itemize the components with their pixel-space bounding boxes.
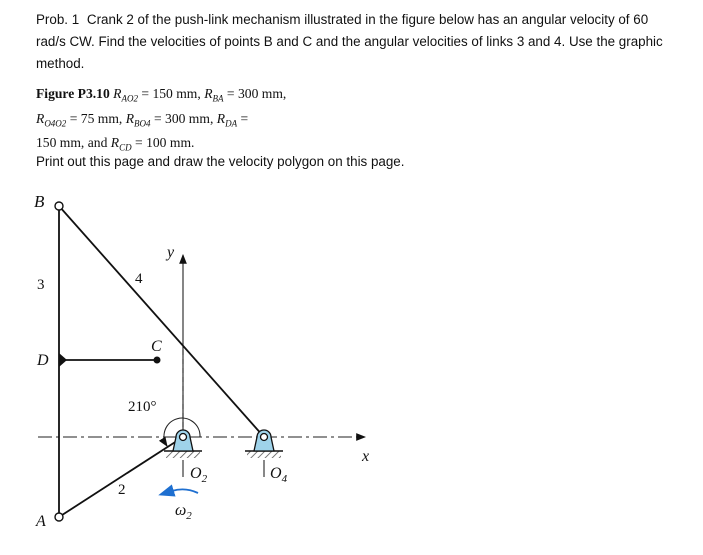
r-ba-value: = 300 mm, — [226, 86, 287, 101]
r-ao2-value: = 150 mm, — [141, 86, 201, 101]
label-o4: $O_4$ — [270, 465, 288, 485]
label-link-2: 2 — [118, 482, 126, 498]
label-link-4: 4 — [135, 271, 143, 287]
label-b: B — [34, 192, 45, 211]
label-y: y — [167, 244, 175, 261]
instruction-text: Print out this page and draw the velocity polygon on this page. — [36, 154, 405, 169]
label-c: C — [151, 338, 162, 355]
r-da-value: = — [240, 110, 249, 126]
ground-pivot-o4 — [245, 430, 283, 458]
problem-number: Prob. 1 — [36, 12, 80, 27]
label-x: x — [362, 448, 370, 465]
point-c-dot — [154, 357, 161, 364]
r-da-value-cont: 150 mm, and — [36, 135, 108, 151]
problem-statement — [36, 9, 676, 75]
r-o4o2-value: = 75 mm, — [69, 110, 123, 126]
label-d: D — [37, 352, 49, 369]
pin-b — [55, 202, 63, 210]
problem-text: Crank 2 of the push-link mechanism illustrated in the figure below has an angular velocity of 60 rad/s CW. Find the velocities of points B and C and the angular velocities of links 3 and 4. Use the graphic method. — [36, 12, 663, 71]
label-a: A — [36, 513, 46, 530]
point-d-marker — [59, 353, 67, 367]
r-bo4-value: = 300 mm, — [153, 110, 214, 126]
r-cd-value: = 100 mm. — [135, 135, 195, 151]
ground-pivot-o2 — [164, 430, 202, 458]
label-o2: $O_2$ — [190, 465, 208, 485]
link-4 — [59, 206, 264, 437]
label-link-3: 3 — [37, 277, 45, 293]
link-2 — [59, 437, 183, 517]
figure-caption: Figure P3.10 $R_{AO2} = 150$ mm, $R_{BA} = 300$ mm, $R_{O4O2} = 75$ mm, $R_{BO4} = 300$ mm, $R_{DA}$ = 150 mm, and $R_{CD} = 100$ mm. — [36, 86, 287, 154]
omega-arrow — [172, 489, 198, 493]
label-angle: 210° — [128, 399, 157, 415]
mechanism-diagram — [0, 185, 703, 555]
pin-a — [55, 513, 63, 521]
figure-label: Figure P3.10 — [36, 86, 110, 101]
label-omega: $\omega_2$ — [175, 502, 192, 522]
